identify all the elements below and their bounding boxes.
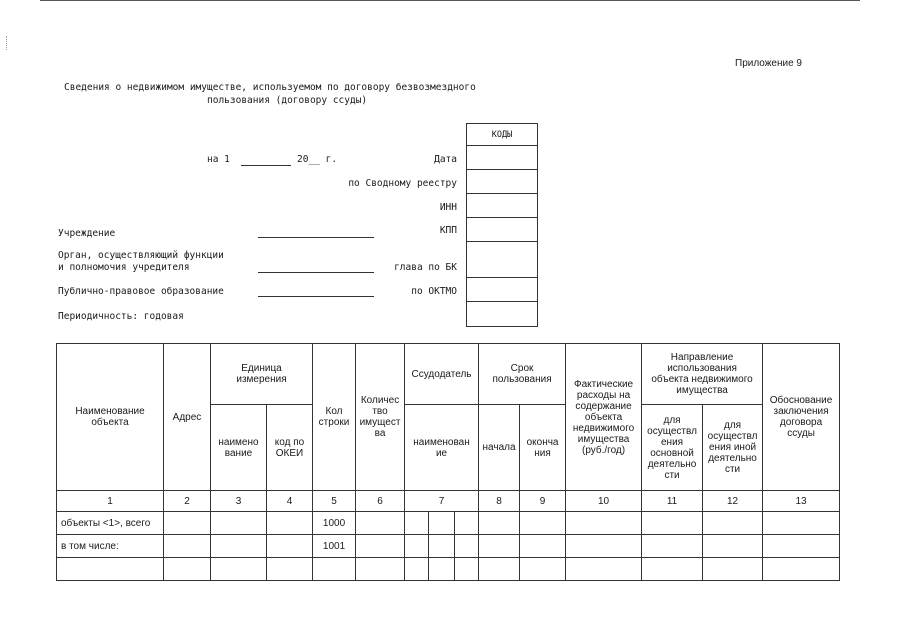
table-cell[interactable] <box>455 535 479 558</box>
table-cell[interactable] <box>763 512 840 535</box>
code-cell-register[interactable] <box>467 170 537 194</box>
column-number: 13 <box>763 491 840 512</box>
table-cell[interactable] <box>520 535 566 558</box>
table-cell[interactable] <box>479 535 520 558</box>
column-number: 5 <box>313 491 356 512</box>
table-cell[interactable] <box>267 512 313 535</box>
table-cell[interactable] <box>520 512 566 535</box>
header-unit-code: код по ОКЕИ <box>267 405 313 491</box>
table-cell[interactable] <box>566 535 642 558</box>
header-term-start: начала <box>479 405 520 491</box>
table-cell[interactable] <box>455 512 479 535</box>
header-direction-other: для осуществл ения иной деятельно сти <box>703 405 763 491</box>
table-cell[interactable] <box>479 558 520 581</box>
table-cell[interactable] <box>703 535 763 558</box>
row-line-code: 1000 <box>313 512 356 535</box>
date-year: 20__ г. <box>297 154 338 165</box>
table-cell[interactable] <box>566 512 642 535</box>
date-day-blank <box>241 165 291 166</box>
row-line-code <box>313 558 356 581</box>
code-cell-inn[interactable] <box>467 194 537 218</box>
table-cell[interactable] <box>405 512 429 535</box>
codes-header: КОДЫ <box>467 124 537 146</box>
table-cell[interactable] <box>164 535 211 558</box>
form-title-line1: Сведения о недвижимом имуществе, используемом по договору безвозмездного <box>64 82 476 93</box>
table-cell[interactable] <box>211 512 267 535</box>
table-cell[interactable] <box>642 558 703 581</box>
header-quantity: Количес тво имущест ва <box>356 344 405 491</box>
table-cell[interactable] <box>642 535 703 558</box>
code-label-oktmo: по ОКТМО <box>411 286 457 297</box>
header-line-code: Кол строки <box>313 344 356 491</box>
code-cell-kpp[interactable] <box>467 218 537 242</box>
code-label-budget-chapter: глава по БК <box>394 262 457 273</box>
row-line-code: 1001 <box>313 535 356 558</box>
code-cell-periodicity[interactable] <box>467 302 537 326</box>
table-cell[interactable] <box>455 558 479 581</box>
row-name <box>57 558 164 581</box>
row-name: в том числе: <box>57 535 164 558</box>
codes-box <box>466 123 538 327</box>
column-number: 9 <box>520 491 566 512</box>
table-row <box>57 558 840 581</box>
organ-label-line1: Орган, осуществляющий функции <box>58 250 224 261</box>
code-cell-date[interactable] <box>467 146 537 170</box>
table-cell[interactable] <box>211 535 267 558</box>
code-label-inn: ИНН <box>439 202 457 213</box>
header-term: Срок пользования <box>479 344 566 405</box>
table-cell[interactable] <box>405 535 429 558</box>
table-cell[interactable] <box>642 512 703 535</box>
header-expenses: Фактические расходы на содержание объекта недвижимого имущества (руб./год) <box>566 344 642 491</box>
table-cell[interactable] <box>356 535 405 558</box>
table-cell[interactable] <box>479 512 520 535</box>
column-number: 11 <box>642 491 703 512</box>
header-justification: Обоснование заключения договора ссуды <box>763 344 840 491</box>
header-unit-name: наимено вание <box>211 405 267 491</box>
date-prefix: на 1 <box>207 154 230 165</box>
code-label-kpp: КПП <box>439 225 457 236</box>
table-cell[interactable] <box>763 558 840 581</box>
column-number: 8 <box>479 491 520 512</box>
table-cell[interactable] <box>703 512 763 535</box>
institution-blank <box>258 237 374 238</box>
header-lender-name: наименован ие <box>405 405 479 491</box>
scan-top-edge <box>40 0 860 1</box>
appendix-label: Приложение 9 <box>735 58 802 69</box>
column-number: 7 <box>405 491 479 512</box>
table-cell[interactable] <box>429 512 455 535</box>
table-row <box>57 535 840 558</box>
code-cell-oktmo[interactable] <box>467 278 537 302</box>
header-unit: Единица измерения <box>211 344 313 405</box>
column-number: 2 <box>164 491 211 512</box>
table-cell[interactable] <box>429 535 455 558</box>
table-cell[interactable] <box>405 558 429 581</box>
scan-mark <box>6 36 9 50</box>
table-cell[interactable] <box>267 535 313 558</box>
column-number: 10 <box>566 491 642 512</box>
header-term-end: оконча ния <box>520 405 566 491</box>
column-number: 6 <box>356 491 405 512</box>
public-entity-blank <box>258 296 374 297</box>
table-cell[interactable] <box>356 512 405 535</box>
table-cell[interactable] <box>356 558 405 581</box>
header-address: Адрес <box>164 344 211 491</box>
table-cell[interactable] <box>566 558 642 581</box>
header-direction-main: для осуществл ения основной деятельно сти <box>642 405 703 491</box>
institution-label: Учреждение <box>58 228 116 239</box>
organ-blank <box>258 272 374 273</box>
header-object-name: Наименование объекта <box>57 344 164 491</box>
column-number: 4 <box>267 491 313 512</box>
table-cell[interactable] <box>520 558 566 581</box>
periodicity-label: Периодичность: годовая <box>58 311 184 322</box>
row-name: объекты <1>, всего <box>57 512 164 535</box>
column-number: 3 <box>211 491 267 512</box>
table-cell[interactable] <box>267 558 313 581</box>
table-cell[interactable] <box>763 535 840 558</box>
public-entity-label: Публично-правовое образование <box>58 286 224 297</box>
column-number: 12 <box>703 491 763 512</box>
property-table <box>56 343 840 581</box>
table-cell[interactable] <box>211 558 267 581</box>
table-row <box>57 512 840 535</box>
code-cell-budget-chapter[interactable] <box>467 242 537 278</box>
form-title-line2: пользования (договору ссуды) <box>207 95 368 106</box>
table-cell[interactable] <box>164 512 211 535</box>
code-label-register: по Сводному реестру <box>348 178 457 189</box>
table-cell[interactable] <box>703 558 763 581</box>
organ-label-line2: и полномочия учредителя <box>58 262 190 273</box>
column-number: 1 <box>57 491 164 512</box>
table-cell[interactable] <box>429 558 455 581</box>
code-label-date: Дата <box>434 154 457 165</box>
table-cell[interactable] <box>164 558 211 581</box>
header-lender: Ссудодатель <box>405 344 479 405</box>
header-direction: Направление использования объекта недвижимого имущества <box>642 344 763 405</box>
